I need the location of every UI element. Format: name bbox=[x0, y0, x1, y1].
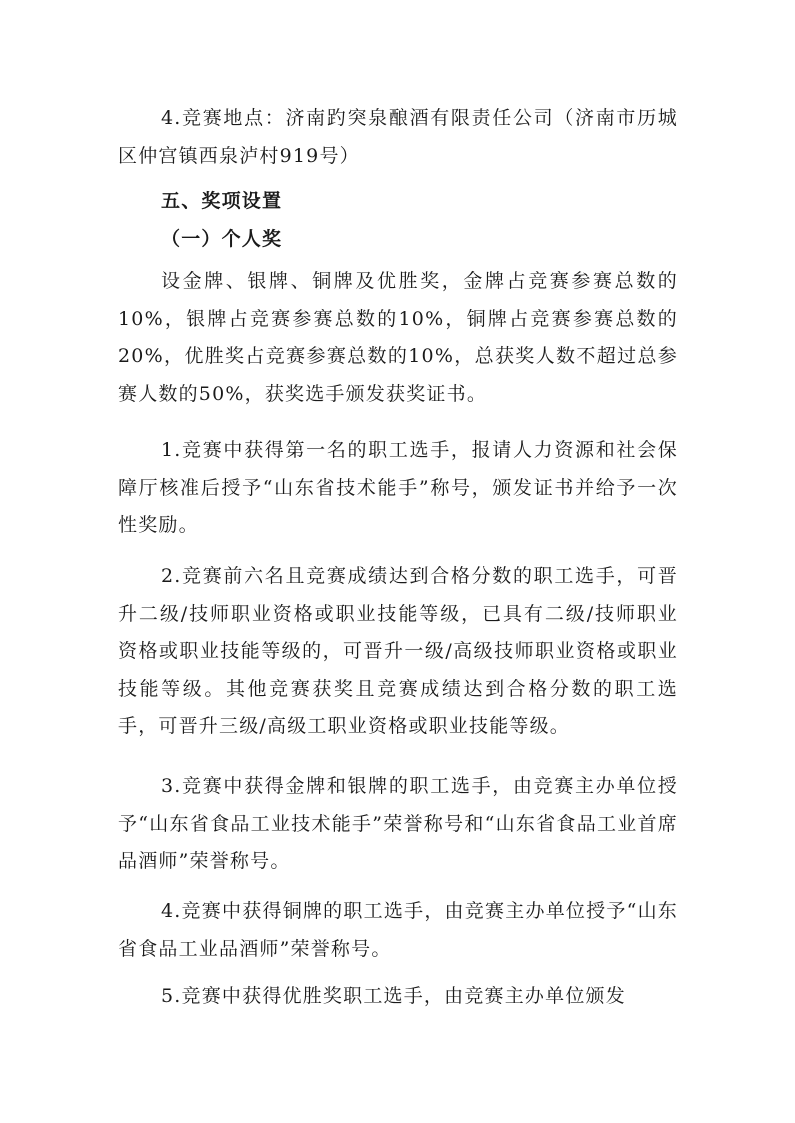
section-heading-awards: 五、奖项设置 bbox=[161, 190, 283, 212]
paragraph-award-item-3: 3.竞赛中获得金牌和银牌的职工选手，由竞赛主办单位授予“山东省食品工业技术能手”荣誉称号和“山东省食品工业首席品酒师”荣誉称号。 bbox=[118, 775, 678, 872]
paragraph-awards-intro: 设金牌、银牌、铜牌及优胜奖，金牌占竞赛参赛总数的10%，银牌占竞赛参赛总数的10%，铜牌占竞赛参赛总数的20%，优胜奖占竞赛参赛总数的10%，总获奖人数不超过总参赛人数的50%，获奖选手颁发获奖证书。 bbox=[118, 270, 678, 405]
paragraph-award-item-2: 2.竞赛前六名且竞赛成绩达到合格分数的职工选手，可晋升二级/技师职业资格或职业技能等级，已具有二级/技师职业资格或职业技能等级的，可晋升一级/高级技师职业资格或职业技能等级。其他竞赛获奖且竞赛成绩达到合格分数的职工选手，可晋升三级/高级工职业资格或职业技能等级。 bbox=[118, 565, 678, 737]
paragraph-award-item-4: 4.竞赛中获得铜牌的职工选手，由竞赛主办单位授予“山东省食品工业品酒师”荣誉称号。 bbox=[118, 900, 678, 960]
paragraph-award-item-5: 5.竞赛中获得优胜奖职工选手，由竞赛主办单位颁发 bbox=[161, 985, 626, 1007]
paragraph-award-item-1: 1.竞赛中获得第一名的职工选手，报请人力资源和社会保障厅核准后授予“山东省技术能手”称号，颁发证书并给予一次性奖励。 bbox=[118, 439, 678, 536]
paragraph-competition-location: 4.竞赛地点：济南趵突泉酿酒有限责任公司（济南市历城区仲宫镇西泉泸村919号） bbox=[118, 107, 678, 167]
subsection-heading-individual-awards: （一）个人奖 bbox=[161, 228, 283, 250]
